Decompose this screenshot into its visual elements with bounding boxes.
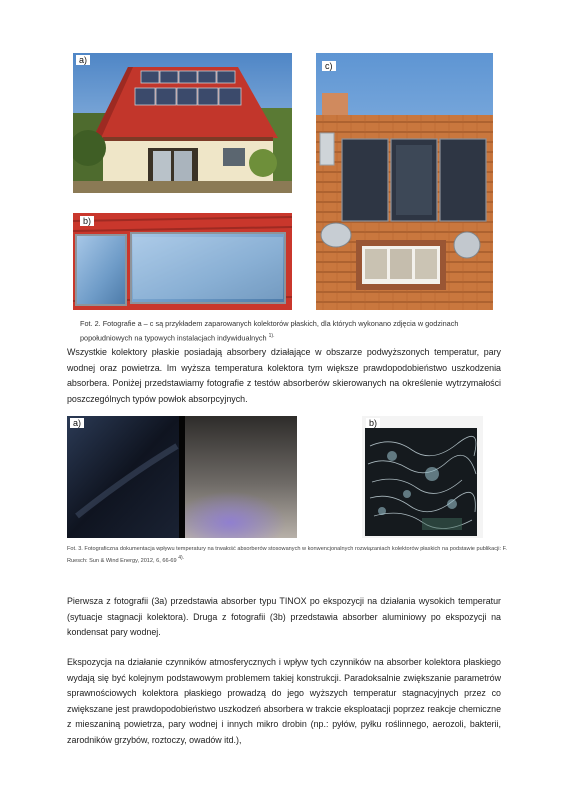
figure2-label-b: b) <box>80 216 94 226</box>
figure3-label-a: a) <box>70 418 84 428</box>
figure2-label-a: a) <box>76 55 90 65</box>
paragraph-absorbers-intro: Wszystkie kolektory płaskie posiadają absorbery działające w obszarze podwyższonych temperatur, pary wodnej oraz powietrza. Im wyższa temperatura kolektora tym większe prawdopodobieństwo uszkodzenia absorbera. Poniżej przedstawiamy fotografie z testów absorberów skierowanych na określenie wytrzymałości poszczególnych typów powłok absorpcyjnych. <box>67 347 501 404</box>
paragraph-figure3-description: Pierwsza z fotografii (3a) przedstawia absorber typu TINOX po ekspozycji na działania wysokich temperatur (sytuacje stagnacji kolektora). Druga z fotografii (3b) przedstawia absorber aluminiowy po ekspozycji na kondensat pary wodnej. <box>67 596 501 637</box>
figure2-caption: Fot. 2. Fotografie a – c są przykładem zaparowanych kolektorów płaskich, dla których wykonano zdjęcia w godzinach popołudniowych na typowych instalacjach indywidualnych $^{1).}$ <box>80 319 459 343</box>
photo-absorber-aluminium <box>362 416 483 538</box>
paragraph-atmospheric-exposure: Ekspozycja na działanie czynników atmosferycznych i wpływ tych czynników na absorber kolektora płaskiego wydają się być kolejnym podstawowym problemem takiej konstrukcji. Paradoksalnie zwiększanie parametrów sprawnościowych kolektora płaskiego prowadzą do jego wyższych temperatur stagnacyjnych przez co zwiększane jest prawdopodobieństwo uszkodzeń absorbera w trakcie eksploatacji poprzez reakcje chemiczne z mieszaniną powietrza, pary wodnej i innych mikro drobin (np.: pyłów, pyłku roślinnego, aerozoli, bakterii, zarodników grzybów, roztoczy, owadów itd.), <box>67 657 501 745</box>
photo-collector-closeup <box>73 213 292 310</box>
figure2-label-c: c) <box>322 61 336 71</box>
photo-absorber-tinox <box>67 416 297 538</box>
figure3-caption: Fot. 3. Fotograficzna dokumentacja wpływu temperatury na trwałość absorberów stosowanych w konwencjonalnych rozwiązaniach kolektorów płaskich na podstawie publikacji: F. Ruesch: Sun & Wind Energy, 2012, 6, 66-69 $^{4).}$ <box>67 546 507 564</box>
figure2-caption-ref: 1). <box>268 333 275 339</box>
figure3-label-b: b) <box>366 418 380 428</box>
figure3-caption-ref: 4). <box>178 555 185 561</box>
photo-house-roof-collectors <box>73 53 292 193</box>
photo-roof-dark-collectors <box>316 53 493 310</box>
